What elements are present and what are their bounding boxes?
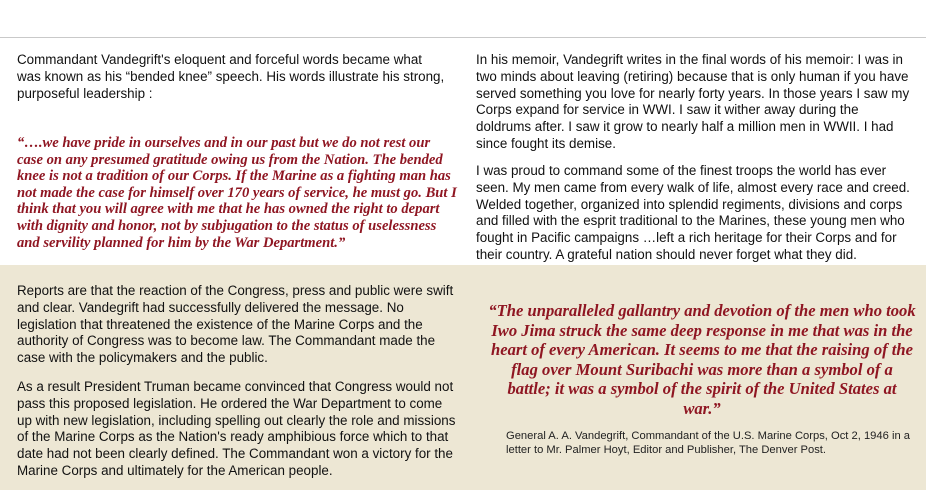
proud-command-paragraph: I was proud to command some of the finest troops the world has ever seen. My men came from every walk of life, almost every race and creed. Welded together, organized into splendid regiments, divisions and corps and filled with the esprit traditional to the Marines, these young men who fought in Pacific campaigns …left a rich heritage for their Corps and for their country. A grateful nation should never forget what they did.: [476, 163, 910, 262]
top-header-band: [0, 0, 926, 37]
iwo-jima-quote: “The unparalleled gallantry and devotion of the men who took Iwo Jima struck the same deep response in me that was in the heart of every American. It seems to me that the raising of the flag over Mount Suribachi was more than a symbol of a battle; it was a symbol of the spirit of the United States at war.”: [488, 301, 916, 418]
memoir-paragraph: In his memoir, Vandegrift writes in the final words of his memoir: I was in two minds about leaving (retiring) because that is only human if you have served something you love for nearly forty years. In those years I saw my Corps expand for service in WWI. I saw it wither away during the doldrums after. I saw it grow to nearly half a million men in WWII. I had since fought its demise.: [476, 52, 910, 151]
intro-paragraph: Commandant Vandegrift's eloquent and forceful words became what was known as his “bended knee” speech. His words illustrate his strong, purposeful leadership :: [17, 52, 445, 101]
bended-knee-quote: “….we have pride in ourselves and in our past but we do not rest our case on any presumed gratitude owing us from the Nation. The bended knee is not a tradition of our Corps. If the Marine as a fighting man has not made the case for himself over 170 years of service, he must go. But I think that you will agree with me that he has owned the right to depart with dignity and honor, not by subjugation to the status of uselessness and servility planned for him by the War Department.”: [17, 135, 457, 251]
truman-paragraph: As a result President Truman became convinced that Congress would not pass this proposed legislation. He ordered the War Department to come up with new legislation, including spelling out clearly the role and missions of the Marine Corps as the Nation's ready amphibious force which to that date had not been clearly defined. The Commandant won a victory for the Marine Corps and ultimately for the American people.: [17, 379, 456, 478]
quote-attribution: General A. A. Vandegrift, Commandant of the U.S. Marine Corps, Oct 2, 1946 in a letter to Mr. Palmer Hoyt, Editor and Publisher, The Denver Post.: [506, 430, 910, 456]
lower-section: [0, 265, 926, 490]
congress-reaction-paragraph: Reports are that the reaction of the Congress, press and public were swift and clear. Vandegrift had successfully delivered the message. No legislation that threatened the existence of the Marine Corps and the authority of Congress was to become law. The Commandant made the case with the policymakers and the public.: [17, 283, 454, 366]
upper-section: [0, 38, 926, 265]
